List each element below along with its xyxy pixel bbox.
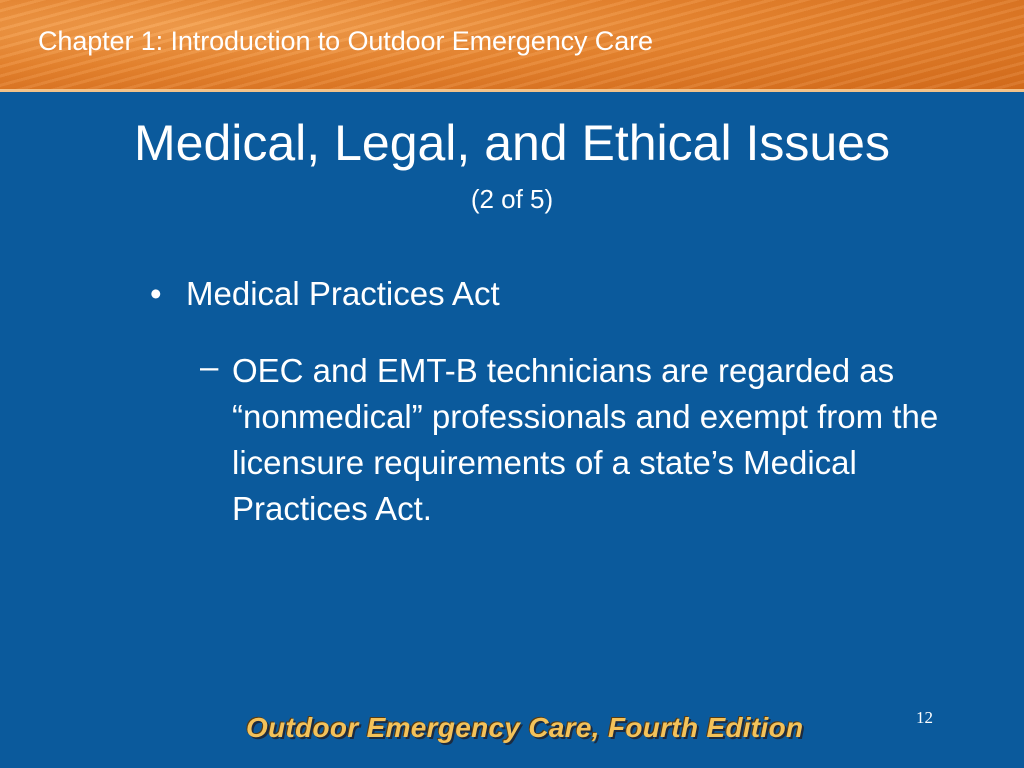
bullet-marker: • (150, 275, 162, 312)
page-number: 12 (916, 708, 933, 727)
bullet-item (150, 275, 500, 313)
bullet-text: Medical Practices Act (186, 275, 500, 312)
sub-bullet-marker: – (200, 348, 219, 385)
chapter-title: Chapter 1: Introduction to Outdoor Emergency Care (38, 26, 653, 56)
footer-brand-logo: Outdoor Emergency Care, Fourth Edition (246, 712, 804, 743)
slide-title: Medical, Legal, and Ethical Issues (134, 115, 890, 171)
slide-subtitle: (2 of 5) (470, 184, 554, 214)
sub-bullet-text: OEC and EMT-B technicians are regarded as “nonmedical” professionals and exempt from the licensure requirements of a state’s Medical Practices Act. (232, 352, 939, 527)
header-band (0, 0, 1024, 92)
